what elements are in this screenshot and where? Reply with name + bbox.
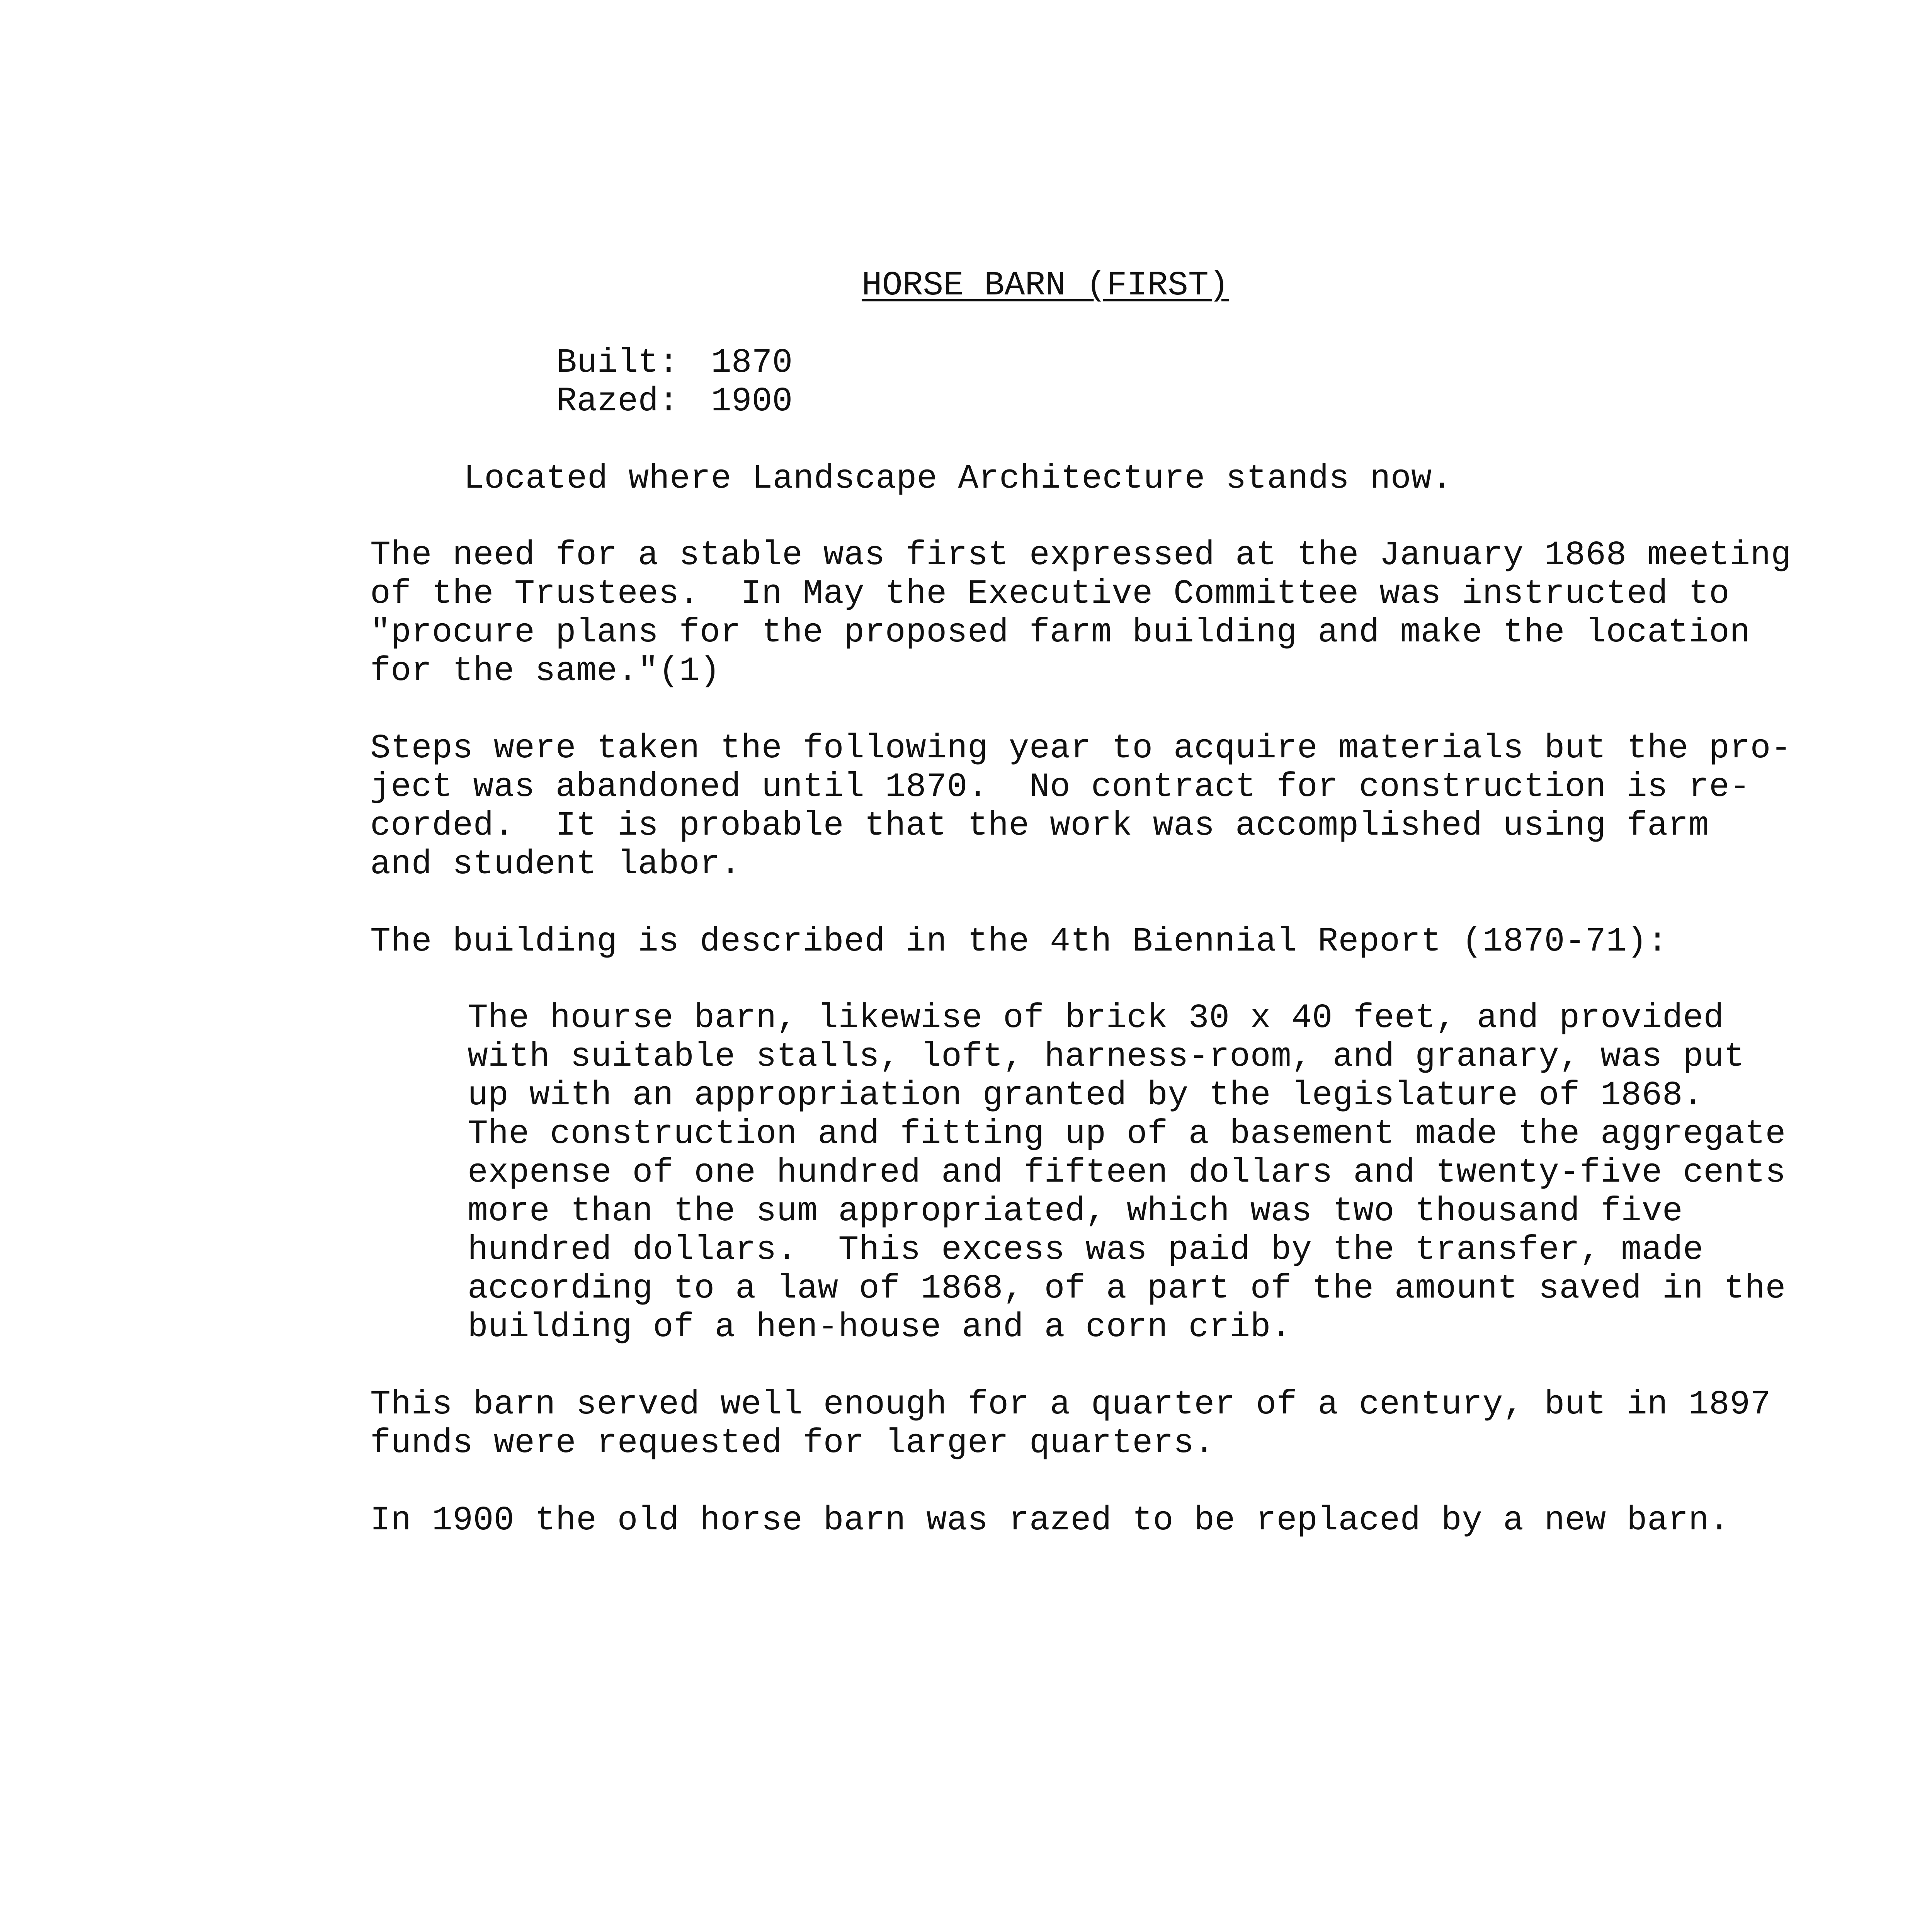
- built-year: 1870: [711, 344, 793, 382]
- paragraph-2-line-4: and student labor.: [370, 845, 741, 884]
- quote-line-6: more than the sum appropriated, which was two thousand five: [468, 1192, 1683, 1231]
- paragraph-5-line: In 1900 the old horse barn was razed to be replaced by a new barn.: [370, 1502, 1730, 1540]
- built-label: Built:: [556, 344, 679, 382]
- quote-line-5: expense of one hundred and fifteen dollars and twenty-five cents: [468, 1154, 1786, 1192]
- paragraph-1-line-2: of the Trustees. In May the Executive Committee was instructed to: [370, 575, 1730, 613]
- razed-label: Razed:: [556, 383, 679, 421]
- quote-line-8: according to a law of 1868, of a part of the amount saved in the: [468, 1270, 1786, 1308]
- location-line: Located where Landscape Architecture stands now.: [464, 460, 1452, 498]
- quote-line-3: up with an appropriation granted by the legislature of 1868.: [468, 1077, 1704, 1115]
- paragraph-1-line-1: The need for a stable was first expressed at the January 1868 meeting: [370, 536, 1792, 575]
- paragraph-2-line-2: ject was abandoned until 1870. No contract for construction is re-: [370, 768, 1750, 806]
- paragraph-2-line-3: corded. It is probable that the work was accomplished using farm: [370, 807, 1709, 845]
- paragraph-2-line-1: Steps were taken the following year to acquire materials but the pro-: [370, 730, 1792, 768]
- quote-line-2: with suitable stalls, loft, harness-room, and granary, was put: [468, 1038, 1745, 1076]
- quote-line-4: The construction and fitting up of a basement made the aggregate: [468, 1115, 1786, 1153]
- paragraph-3-line: The building is described in the 4th Biennial Report (1870-71):: [370, 923, 1668, 961]
- paragraph-1-line-4: for the same."(1): [370, 652, 721, 690]
- document-title: HORSE BARN (FIRST): [862, 267, 1229, 305]
- paragraph-4-line-2: funds were requested for larger quarters.: [370, 1424, 1215, 1463]
- quote-line-1: The hourse barn, likewise of brick 30 x 40 feet, and provided: [468, 999, 1724, 1037]
- paragraph-4-line-1: This barn served well enough for a quarter of a century, but in 1897: [370, 1386, 1771, 1424]
- quote-line-7: hundred dollars. This excess was paid by the transfer, made: [468, 1231, 1704, 1269]
- paragraph-1-line-3: "procure plans for the proposed farm building and make the location: [370, 614, 1750, 652]
- quote-line-9: building of a hen-house and a corn crib.: [468, 1308, 1292, 1347]
- razed-year: 1900: [711, 383, 793, 421]
